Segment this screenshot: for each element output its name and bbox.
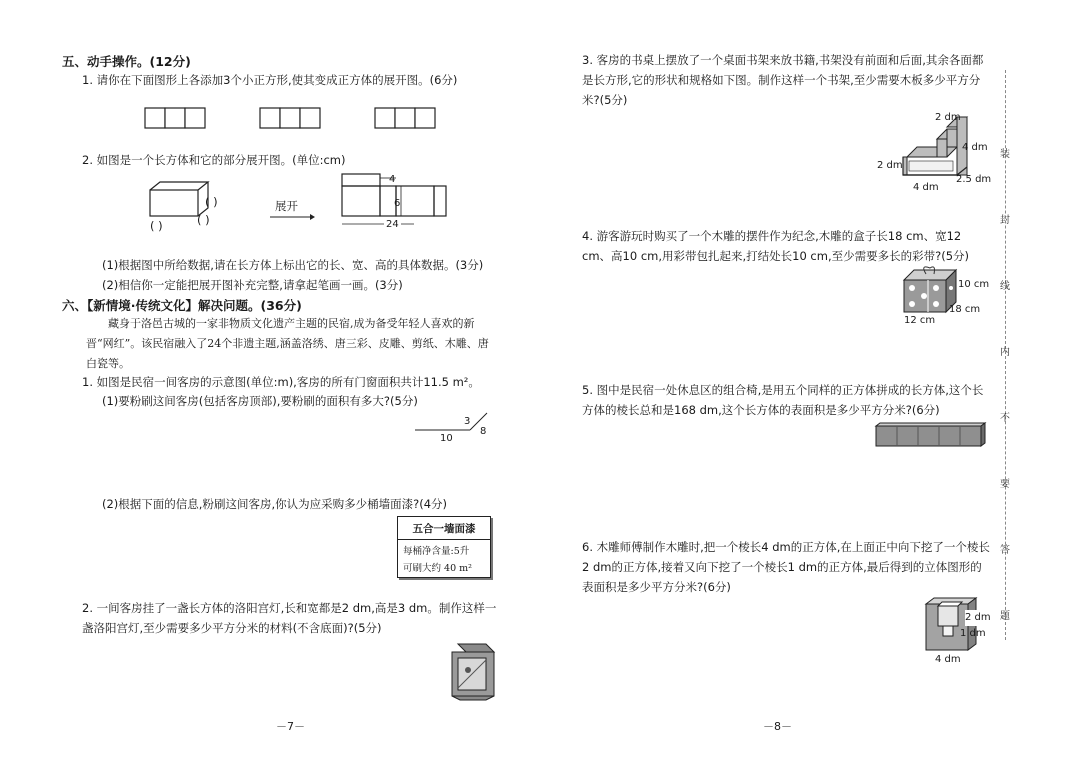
page-number-right: －8－	[763, 720, 792, 733]
paint-title: 五合一墙面漆	[412, 523, 476, 535]
shelf-length-4dm: 4 dm	[913, 182, 939, 193]
dim-6-label: 6	[394, 198, 401, 209]
side-char-7: 答	[1000, 545, 1010, 556]
side-char-6: 要	[1000, 479, 1010, 490]
section5-title: 五、动手操作。(12分)	[62, 54, 191, 69]
paint-info-box	[397, 516, 491, 578]
side-char-1: 装	[1000, 149, 1010, 160]
box-height-10cm: 10 cm	[958, 279, 990, 290]
room-length-10: 10	[440, 433, 453, 444]
dim-4-label: 4	[389, 174, 396, 185]
unfold-arrow-icon	[270, 213, 315, 221]
page-number-left: －7－	[276, 720, 305, 733]
side-char-8: 题	[1000, 611, 1010, 622]
paint-volume: 每桶净含量:5升	[403, 546, 470, 557]
shelf-depth-25dm: 2.5 dm	[956, 174, 992, 185]
question-5-2-1: (1)根据图中所给数据,请在长方体上标出它的长、宽、高的具体数据。(3分)	[102, 258, 484, 272]
cuboid-width-paren: ( )	[197, 213, 210, 227]
question-r4: 4. 游客游玩时购买了一个木雕的摆件作为纪念,木雕的盒子长18 cm、宽12 cm、高10 cm,用彩带包扎起来,打结处长10 cm,至少需要多长的彩带?(5分)	[582, 229, 970, 263]
question-5-2-2: (2)相信你一定能把展开图补充完整,请拿起笔画一画。(3分)	[102, 278, 403, 292]
question-6-1-2: (2)根据下面的信息,粉刷这间客房,你认为应采购多少桶墙面漆?(4分)	[102, 497, 447, 511]
cube-2dm-label: 2 dm	[965, 610, 991, 626]
dim-24-label: 24	[384, 217, 401, 233]
section6-intro: 藏身于洛邑古城的一家非物质文化遗产主题的民宿,成为备受年轻人喜欢的新晋“网红”。该民宿融入了24个非遗主题,涵盖洛绣、唐三彩、皮雕、剪纸、木雕、唐白瓷等。	[86, 317, 489, 370]
unfold-label: 展开	[275, 199, 298, 213]
question-5-2: 2. 如图是一个长方体和它的部分展开图。(单位:cm)	[82, 153, 346, 167]
palace-lantern-figure	[448, 640, 496, 702]
box-width-12cm: 12 cm	[904, 315, 936, 326]
combination-chair-figure	[875, 422, 990, 448]
cuboid-length-paren: ( )	[150, 219, 163, 233]
side-char-3: 线	[1000, 281, 1010, 292]
question-6-2: 2. 一间客房挂了一盏长方体的洛阳宫灯,长和宽都是2 dm,高是3 dm。制作这样一盏洛阳宫灯,至少需要多少平方分米的材料(不含底面)?(5分)	[82, 601, 497, 635]
partial-net-figures	[145, 108, 445, 130]
paint-coverage: 可刷大约 40 m²	[403, 563, 472, 574]
shelf-left-2dm: 2 dm	[877, 160, 903, 171]
shelf-height-4dm: 4 dm	[962, 142, 988, 153]
question-6-1: 1. 如图是民宿一间客房的示意图(单位:m),客房的所有门窗面积共计11.5 m²。	[82, 375, 480, 389]
shelf-top-2dm: 2 dm	[935, 112, 961, 123]
question-r6: 6. 木雕师傅制作木雕时,把一个棱长4 dm的正方体,在上面正中向下挖了一个棱长2 dm的正方体,接着又向下挖了一个棱长1 dm的正方体,最后得到的立体图形的表面积是多少平方分米?(6分)	[582, 540, 990, 594]
room-width-8: 8	[480, 426, 487, 437]
cube-4dm-label: 4 dm	[935, 654, 961, 665]
side-char-4: 内	[1000, 347, 1010, 358]
room-height-3: 3	[464, 416, 471, 427]
section6-title: 六、【新情境·传统文化】解决问题。(36分)	[62, 298, 302, 313]
side-char-2: 封	[1000, 215, 1010, 226]
question-r5: 5. 图中是民宿一处休息区的组合椅,是用五个同样的正方体拼成的长方体,这个长方体的棱长总和是168 dm,这个长方体的表面积是多少平方分米?(6分)	[582, 383, 984, 417]
question-r3: 3. 客房的书桌上摆放了一个桌面书架来放书籍,书架没有前面和后面,其余各面都是长方形,它的形状和规格如下图。制作这样一个书架,至少需要木板多少平方分米?(5分)	[582, 53, 984, 107]
question-5-1: 1. 请你在下面图形上各添加3个小正方形,使其变成正方体的展开图。(6分)	[82, 73, 458, 87]
box-length-18cm: 18 cm	[949, 304, 981, 315]
cuboid-height-paren: ( )	[205, 195, 218, 209]
cube-1dm-label: 1 dm	[960, 628, 986, 639]
side-char-5: 不	[1000, 413, 1010, 424]
question-6-1-1: (1)要粉刷这间客房(包括客房顶部),要粉刷的面积有多大?(5分)	[102, 394, 418, 408]
